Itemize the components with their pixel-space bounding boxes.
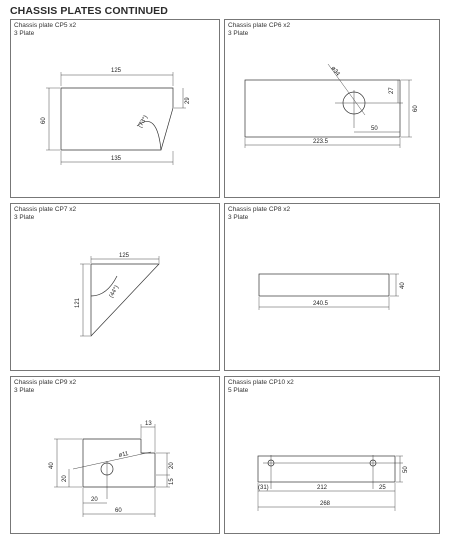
panel-cp9 <box>10 376 220 534</box>
panel-title: Chassis plate CP5 x2 <box>14 22 77 29</box>
cp7-plate-outline <box>91 264 159 336</box>
cp5-dim-bottom: 135 <box>111 156 122 162</box>
cp9-dim-r1: 20 <box>169 462 175 469</box>
cp5-plate-outline <box>61 88 173 150</box>
panel-title: Chassis plate CP10 x2 <box>228 379 294 386</box>
cp9-dim-left2: 20 <box>62 475 68 482</box>
cp8-dim-right: 40 <box>400 282 406 289</box>
panel-cp10 <box>224 376 440 534</box>
cp5-dim-right: 29 <box>185 97 191 104</box>
cp6-dim-r2: 60 <box>413 105 419 112</box>
cp8-drawing <box>225 204 441 372</box>
cp8-plate-outline <box>259 274 389 296</box>
panel-subtitle: 3 Plate <box>228 30 249 37</box>
cp6-drawing <box>225 20 441 199</box>
cp9-dim-left: 40 <box>49 462 55 469</box>
cp10-dim-b2: 212 <box>317 485 328 491</box>
cp6-dim-bottom: 223.5 <box>313 139 329 145</box>
cp10-dim-right: 50 <box>403 466 409 473</box>
panel-subtitle: 3 Plate <box>228 214 249 221</box>
panel-title: Chassis plate CP6 x2 <box>228 22 291 29</box>
cp9-dim-hole: ø11 <box>118 451 130 459</box>
cp7-dim-left: 121 <box>75 297 81 308</box>
cp9-dim-b2: 60 <box>115 508 122 514</box>
cp7-dim-top: 125 <box>119 253 130 259</box>
cp9-dim-top: 13 <box>145 421 152 427</box>
cp10-drawing <box>225 377 441 535</box>
panel-cp5 <box>10 19 220 198</box>
panel-subtitle: 3 Plate <box>14 387 35 394</box>
panel-cp6 <box>224 19 440 198</box>
cp5-dim-angle: (73°) <box>137 114 150 129</box>
cp10-plate-outline <box>258 456 395 482</box>
cp6-dim-hole: ø34 <box>329 65 341 78</box>
panel-cp7 <box>10 203 220 371</box>
panel-subtitle: 3 Plate <box>14 214 35 221</box>
cp9-dim-b1: 20 <box>91 497 98 503</box>
cp5-dim-top: 125 <box>111 68 122 74</box>
cp6-dim-r1: 27 <box>389 87 395 94</box>
page-title: CHASSIS PLATES CONTINUED <box>10 5 168 17</box>
cp8-dim-bottom: 240.5 <box>313 301 329 307</box>
cp10-dim-b1: (31) <box>258 485 269 491</box>
panel-title: Chassis plate CP7 x2 <box>14 206 77 213</box>
cp5-drawing <box>11 20 221 199</box>
cp9-dim-r2: 15 <box>169 478 175 485</box>
panel-subtitle: 5 Plate <box>228 387 249 394</box>
cp10-dim-total: 268 <box>320 501 331 507</box>
cp9-drawing <box>11 377 221 535</box>
cp10-dim-b3: 25 <box>379 485 386 491</box>
cp7-drawing <box>11 204 221 372</box>
panel-subtitle: 3 Plate <box>14 30 35 37</box>
panel-title: Chassis plate CP9 x2 <box>14 379 77 386</box>
cp7-dim-angle: (44°) <box>108 284 121 299</box>
panel-title: Chassis plate CP8 x2 <box>228 206 291 213</box>
cp9-plate-outline <box>83 439 155 487</box>
panel-cp8 <box>224 203 440 371</box>
cp6-dim-offset: 50 <box>371 126 378 132</box>
cp5-dim-left: 60 <box>41 117 47 124</box>
